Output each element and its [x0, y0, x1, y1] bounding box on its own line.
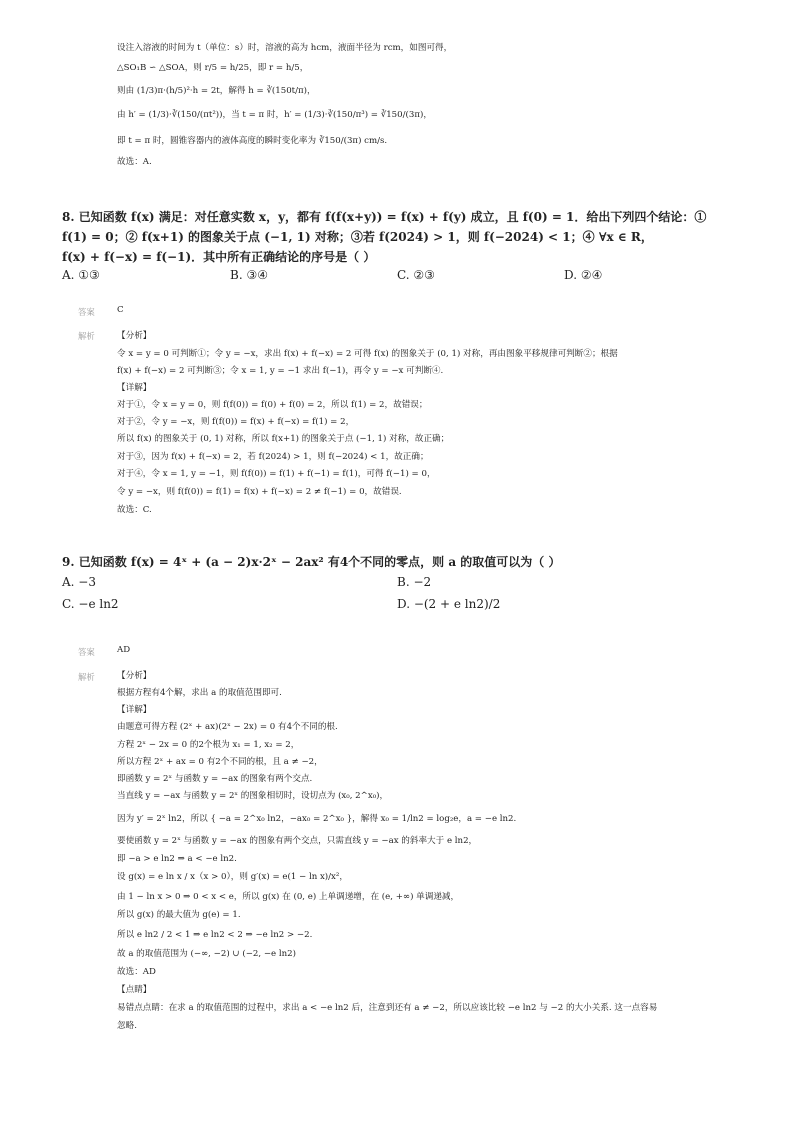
q8-option-d[interactable]: D. ②④: [564, 268, 603, 282]
q8-analysis-line: 【分析】: [117, 331, 152, 341]
q8-stem-line: f(x) + f(−x) = f(−1)．其中所有正确结论的序号是（ ）: [62, 250, 376, 264]
q9-analysis-line: 由 1 − ln x > 0 ⇒ 0 < x < e，所以 g(x) 在 (0, e) 上单调递增，在 (e, +∞) 单调递减，: [117, 892, 460, 902]
prev-solution-line: △SO₁B ∽ △SOA，则 r/5 = h/25，即 r = h/5，: [117, 63, 309, 73]
prev-solution-line: 则由 (1/3)π·(h/5)²·h = 2t，解得 h = ∛(150t/π)，: [117, 86, 316, 96]
q9-analysis-line: 所以方程 2ˣ + ax = 0 有2个不同的根，且 a ≠ −2，: [117, 757, 323, 767]
q9-answer-label: 答案: [78, 647, 95, 657]
q9-analysis-line: 【点睛】: [117, 985, 152, 995]
q8-option-c[interactable]: C. ②③: [397, 268, 435, 282]
prev-solution-line: 设注入溶液的时间为 t（单位：s）时，溶液的高为 hcm，液面半径为 rcm，如图可得，: [117, 43, 453, 53]
q8-answer-label: 答案: [78, 307, 95, 317]
q9-analysis-line: 要使函数 y = 2ˣ 与函数 y = −ax 的图象有两个交点，只需直线 y = −ax 的斜率大于 e ln2，: [117, 836, 478, 846]
q8-answer: C: [117, 305, 124, 315]
q9-analysis-line: 当直线 y = −ax 与函数 y = 2ˣ 的图象相切时，设切点为 (x₀, 2^x₀)，: [117, 791, 389, 801]
q8-analysis-line: 对于①，令 x = y = 0，则 f(f(0)) = f(0) + f(0) = 2，所以 f(1) = 2，故错误；: [117, 400, 428, 410]
q9-analysis-line: 故 a 的取值范围为 (−∞, −2) ∪ (−2, −e ln2): [117, 949, 296, 959]
q9-analysis-line: 所以 g(x) 的最大值为 g(e) = 1.: [117, 910, 241, 920]
q8-analysis-line: 故选：C.: [117, 505, 152, 515]
q8-analysis-line: 令 x = y = 0 可判断①；令 y = −x，求出 f(x) + f(−x) = 2 可得 f(x) 的图象关于 (0, 1) 对称，再由图象平移规律可判断②；根据: [117, 349, 618, 359]
q8-option-a[interactable]: A. ①③: [62, 268, 100, 282]
q9-analysis-line: 所以 e ln2 / 2 < 1 ⇒ e ln2 < 2 ⇒ −e ln2 > −2.: [117, 930, 313, 940]
q8-option-b[interactable]: B. ③④: [230, 268, 268, 282]
q9-analysis-line: 即函数 y = 2ˣ 与函数 y = −ax 的图象有两个交点.: [117, 774, 313, 784]
q9-analysis-line: 【分析】: [117, 671, 152, 681]
q8-analysis-line: f(x) + f(−x) = 2 可判断③；令 x = 1, y = −1 求出 f(−1)，再令 y = −x 可判断④.: [117, 366, 444, 376]
q9-analysis-line: 因为 y′ = 2ˣ ln2，所以 { −a = 2^x₀ ln2，−ax₀ = 2^x₀ }，解得 x₀ = 1/ln2 = log₂e，a = −e ln2.: [117, 814, 517, 824]
q8-analysis-label: 解析: [78, 331, 95, 341]
q9-answer: AD: [117, 645, 131, 655]
prev-solution-line: 故选：A.: [117, 157, 152, 167]
q8-analysis-line: 令 y = −x，则 f(f(0)) = f(1) = f(x) + f(−x) = 2 ≠ f(−1) = 0，故错误.: [117, 487, 402, 497]
q9-option-c[interactable]: C. −e ln2: [62, 597, 119, 611]
prev-solution-line: 即 t = π 时，圆锥容器内的液体高度的瞬时变化率为 ∛150/(3π) cm/s.: [117, 136, 388, 146]
q9-option-a[interactable]: A. −3: [62, 575, 96, 589]
q9-analysis-line: 由题意可得方程 (2ˣ + ax)(2ˣ − 2x) = 0 有4个不同的根.: [117, 722, 338, 732]
q9-analysis-line: 根据方程有4个解，求出 a 的取值范围即可.: [117, 688, 282, 698]
q9-option-b[interactable]: B. −2: [397, 575, 432, 589]
q8-analysis-line: 【详解】: [117, 383, 152, 393]
q8-analysis-line: 所以 f(x) 的图象关于 (0, 1) 对称，所以 f(x+1) 的图象关于点 (−1, 1) 对称，故正确；: [117, 434, 450, 444]
q9-analysis-label: 解析: [78, 672, 95, 682]
q9-stem: 9. 已知函数 f(x) = 4ˣ + (a − 2)x·2ˣ − 2ax² 有4个不同的零点，则 a 的取值可以为（ ）: [62, 555, 561, 569]
q8-analysis-line: 对于②，令 y = −x，则 f(f(0)) = f(x) + f(−x) = f(1) = 2，: [117, 417, 355, 427]
q8-analysis-line: 对于③，因为 f(x) + f(−x) = 2，若 f(2024) > 1，则 f(−2024) < 1，故正确；: [117, 452, 429, 462]
q9-option-d[interactable]: D. −(2 + e ln2)/2: [397, 597, 501, 611]
q9-analysis-line: 易错点点睛：在求 a 的取值范围的过程中，求出 a < −e ln2 后，注意到还有 a ≠ −2，所以应该比较 −e ln2 与 −2 的大小关系. 这一点容易: [117, 1003, 658, 1013]
q9-analysis-line: 设 g(x) = e ln x / x（x > 0），则 g′(x) = e(1 − ln x)/x²，: [117, 872, 348, 882]
q9-analysis-line: 故选：AD: [117, 967, 156, 977]
q8-stem-line: f(1) = 0；② f(x+1) 的图象关于点 (−1, 1) 对称；③若 f(2024) > 1，则 f(−2024) < 1；④ ∀x ∈ R，: [62, 230, 653, 244]
q9-analysis-line: 忽略.: [117, 1021, 137, 1031]
q8-analysis-line: 对于④，令 x = 1, y = −1，则 f(f(0)) = f(1) + f(−1) = f(1)，可得 f(−1) = 0，: [117, 469, 436, 479]
q9-analysis-line: 方程 2ˣ − 2x = 0 的2个根为 x₁ = 1, x₂ = 2，: [117, 740, 300, 750]
q8-stem-line: 8. 已知函数 f(x) 满足：对任意实数 x，y，都有 f(f(x+y)) = f(x) + f(y) 成立，且 f(0) = 1．给出下列四个结论：①: [62, 210, 707, 224]
q9-analysis-line: 【详解】: [117, 705, 152, 715]
prev-solution-line: 由 h′ = (1/3)·∛(150/(πt²))，当 t = π 时，h′ = (1/3)·∛(150/π³) = ∛150/(3π)，: [117, 110, 432, 120]
q9-analysis-line: 即 −a > e ln2 ⇒ a < −e ln2.: [117, 854, 237, 864]
